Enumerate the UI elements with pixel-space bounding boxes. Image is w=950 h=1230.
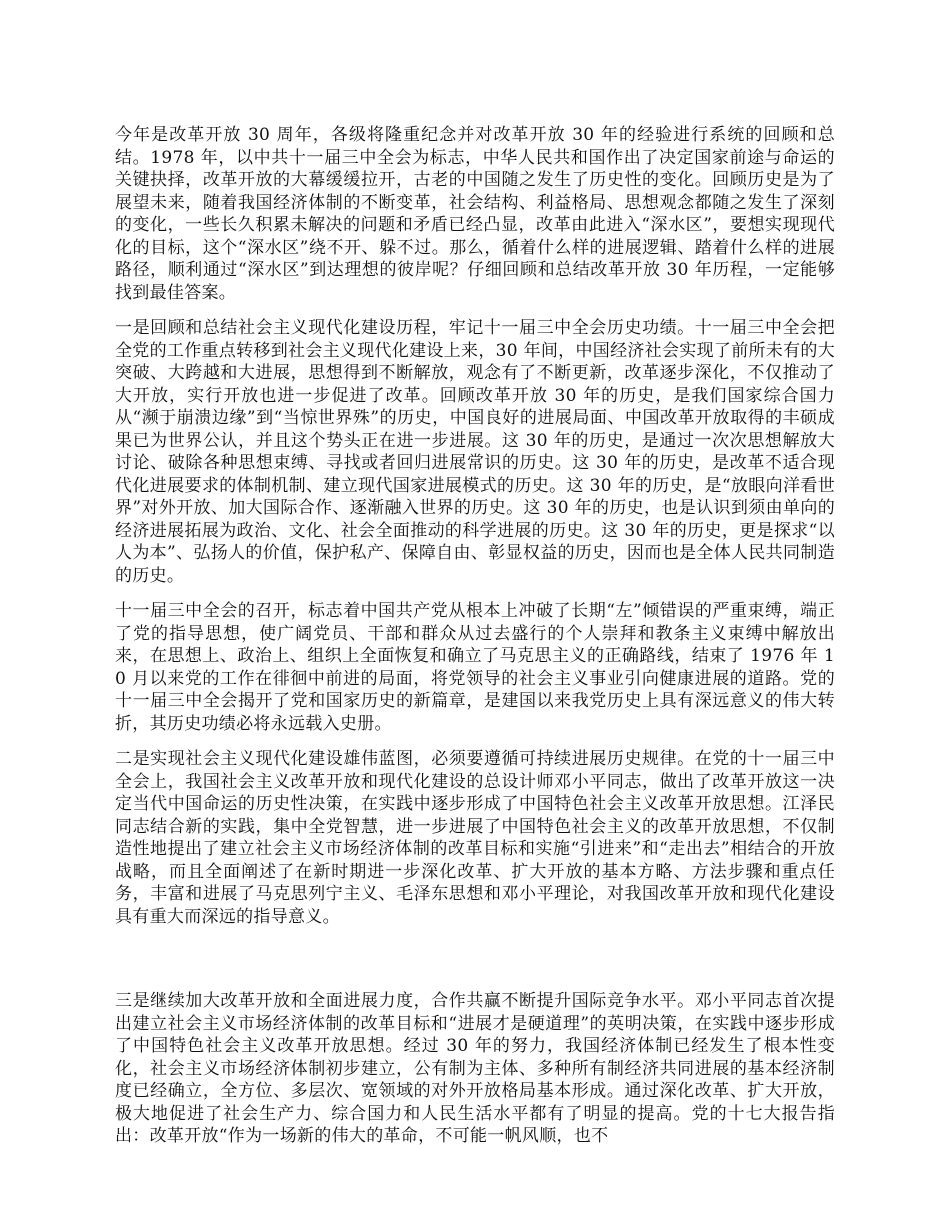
document-body <box>115 124 835 1161</box>
paragraph-intro: 今年是改革开放 30 周年，各级将隆重纪念并对改革开放 30 年的经验进行系统的回顾和总结。1978 年，以中共十一届三中全会为标志，中华人民共和国作出了决定国家前途与命运的关键抉择，改革开放的大幕缓缓拉开，古老的中国随之发生了历史性的变化。回顾历史是为了展望未来，随着我国经济体制的不断变革，社会结构、利益格局、思想观念都随之发生了深刻的变化，一些长久积累未解决的问题和矛盾已经凸显，改革由此进入“深水区”，要想实现现代化的目标，这个“深水区”绕不开、躲不过。那么，循着什么样的进展逻辑、踏着什么样的进展路径，顺利通过“深水区”到达理想的彼岸呢？仔细回顾和总结改革开放 30 年历程，一定能够找到最佳答案。 <box>115 125 835 303</box>
paragraph-third-plenum: 十一届三中全会的召开，标志着中国共产党从根本上冲破了长期“左”倾错误的严重束缚，端正了党的指导思想，使广阔党员、干部和群众从过去盛行的个人崇拜和教条主义束缚中解放出来，在思想上、政治上、组织上全面恢复和确立了马克思主义的正确路线，结束了 1976 年 10 月以来党的工作在徘徊中前进的局面，将党领导的社会主义事业引向健康进展的道路。党的十一届三中全会揭开了党和国家历史的新篇章，是建国以来我党历史上具有深远意义的伟大转折，其历史功绩必将永远载入史册。 <box>115 601 835 734</box>
paragraph-point-one: 一是回顾和总结社会主义现代化建设历程，牢记十一届三中全会历史功绩。十一届三中全会把全党的工作重点转移到社会主义现代化建设上来，30 年间，中国经济社会实现了前所未有的大突破、大跨越和大进展，思想得到不断解放，观念有了不断更新，改革逐步深化，不仅推动了大开放，实行开放也进一步促进了改革。回顾改革开放 30 年的历史，是我们国家综合国力从“濒于崩溃边缘”到“当惊世界殊”的历史，中国良好的进展局面、中国改革开放取得的丰硕成果已为世界公认，并且这个势头正在进一步进展。这 30 年的历史，是通过一次次思想解放大讨论、破除各种思想束缚、寻找或者回归进展常识的历史。这 30 年的历史，是改革不适合现代化进展要求的体制机制、建立现代国家进展模式的历史。这 30 年的历史，是“放眼向洋看世界”对外开放、加大国际合作、逐渐融入世界的历史。这 30 年的历史，也是认识到须由单向的经济进展拓展为政治、文化、社会全面推动的科学进展的历史。这 30 年的历史，更是探求“以人为本”、弘扬人的价值，保护私产、保障自由、彰显权益的历史，因而也是全体人民共同制造的历史。 <box>115 318 835 586</box>
paragraph-point-three: 三是继续加大改革开放和全面进展力度，合作共赢不断提升国际竞争水平。邓小平同志首次提出建立社会主义市场经济体制的改革目标和“进展才是硬道理”的英明决策，在实践中逐步形成了中国特色社会主义改革开放思想。经过 30 年的努力，我国经济体制已经发生了根本性变化，社会主义市场经济体制初步建立，公有制为主体、多种所有制经济共同进展的基本经济制度已经确立，全方位、多层次、宽领域的对外开放格局基本形成。通过深化改革、扩大开放，极大地促进了社会生产力、综合国力和人民生活水平都有了明显的提高。党的十七大报告指出：改革开放“作为一场新的伟大的革命，不可能一帆风顺，也不 <box>115 991 835 1146</box>
paragraph-point-two: 二是实现社会主义现代化建设雄伟蓝图，必须要遵循可持续进展历史规律。在党的十一届三中全会上，我国社会主义改革开放和现代化建设的总设计师邓小平同志，做出了改革开放这一决定当代中国命运的历史性决策，在实践中逐步形成了中国特色社会主义改革开放思想。江泽民同志结合新的实践，集中全党智慧，进一步进展了中国特色社会主义的改革开放思想，不仅制造性地提出了建立社会主义市场经济体制的改革目标和实施“引进来”和“走出去”相结合的开放战略，而且全面阐述了在新时期进一步深化改革、扩大开放的基本方略、方法步骤和重点任务，丰富和进展了马克思列宁主义、毛泽东思想和邓小平理论，对我国改革开放和现代化建设具有重大而深远的指导意义。 <box>115 749 835 927</box>
